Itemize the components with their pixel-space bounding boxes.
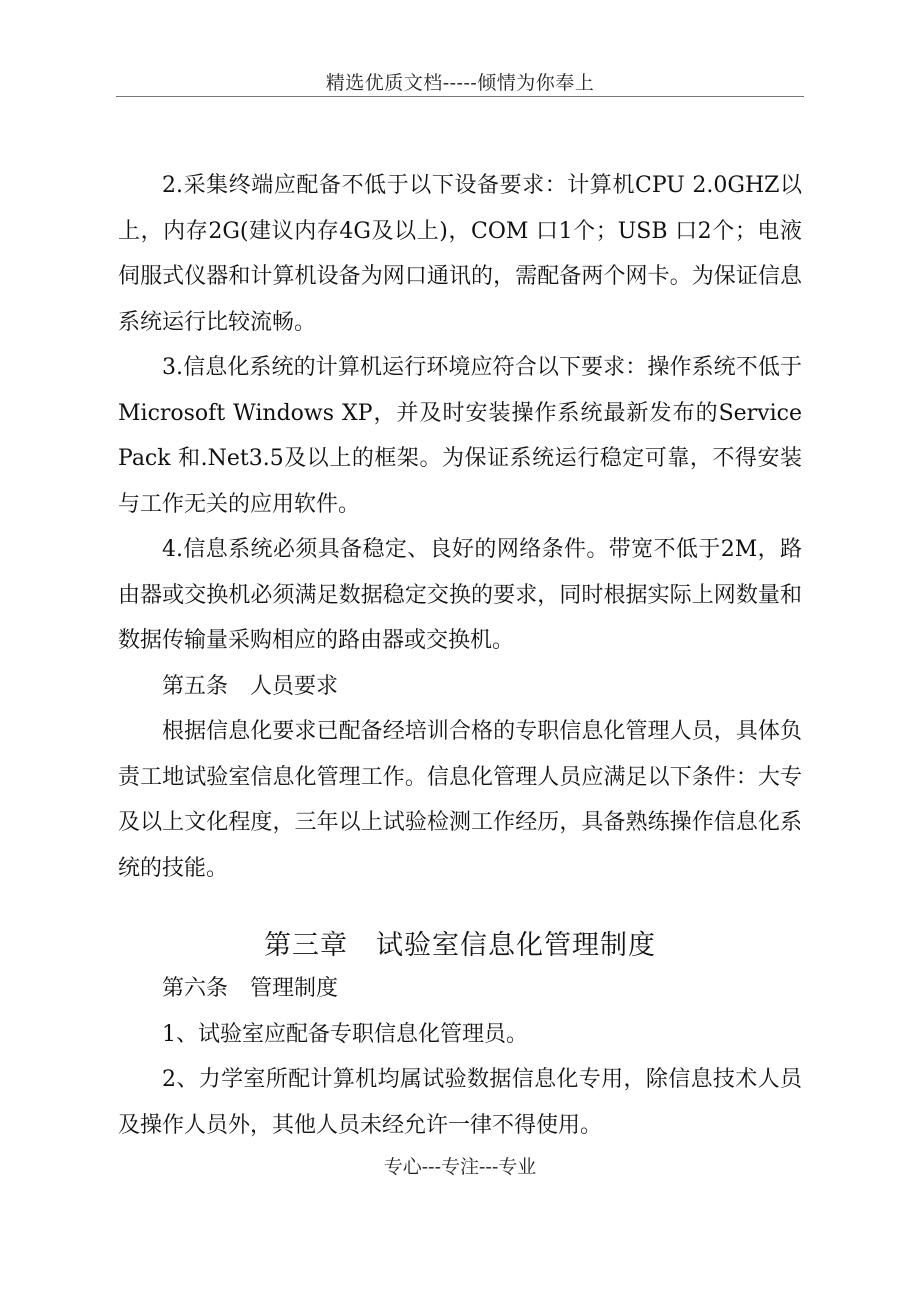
chapter-title: 第三章 试验室信息化管理制度 [264,930,656,961]
rule-item-2: 2、力学室所配计算机均属试验数据信息化专用，除信息技术人员及操作人员外，其他人员未经允许一律不得使用。 [118,1067,802,1138]
body-section-2 [118,966,802,1148]
article-six-heading: 第六条 管理制度 [162,976,339,1001]
header-divider [116,96,804,97]
page-footer: 专心---专注---专业 [383,1156,537,1178]
rule-item-1: 1、试验室应配备专职信息化管理员。 [162,1021,528,1047]
paragraph-equipment-requirements: 2.采集终端应配备不低于以下设备要求：计算机CPU 2.0GHZ以上，内存2G(建议内存4G及以上)，COM 口1个；USB 口2个；电液伺服式仪器和计算机设备为网口通讯的，需配备两个网卡。为保证信息系统运行比较流畅。 [118,173,802,335]
page-header: 精选优质文档-----倾情为你奉上 [325,72,595,94]
paragraph-network-requirements: 4.信息系统必须具备稳定、良好的网络条件。带宽不低于2M，路由器或交换机必须满足数据稳定交换的要求，同时根据实际上网数量和数据传输量采购相应的路由器或交换机。 [118,537,802,653]
paragraph-personnel-requirements: 根据信息化要求已配备经培训合格的专职信息化管理人员，具体负责工地试验室信息化管理工作。信息化管理人员应满足以下条件：大专及以上文化程度，三年以上试验检测工作经历，具备熟练操作信息化系统的技能。 [118,719,802,881]
paragraph-os-requirements: 3.信息化系统的计算机运行环境应符合以下要求：操作系统不低于Microsoft Windows XP，并及时安装操作系统最新发布的Service Pack 和.Net3.5及以上的框架。为保证系统运行稳定可靠，不得安装与工作无关的应用软件。 [118,355,802,517]
article-five-heading: 第五条 人员要求 [162,673,339,699]
body-section-1 [118,163,802,891]
